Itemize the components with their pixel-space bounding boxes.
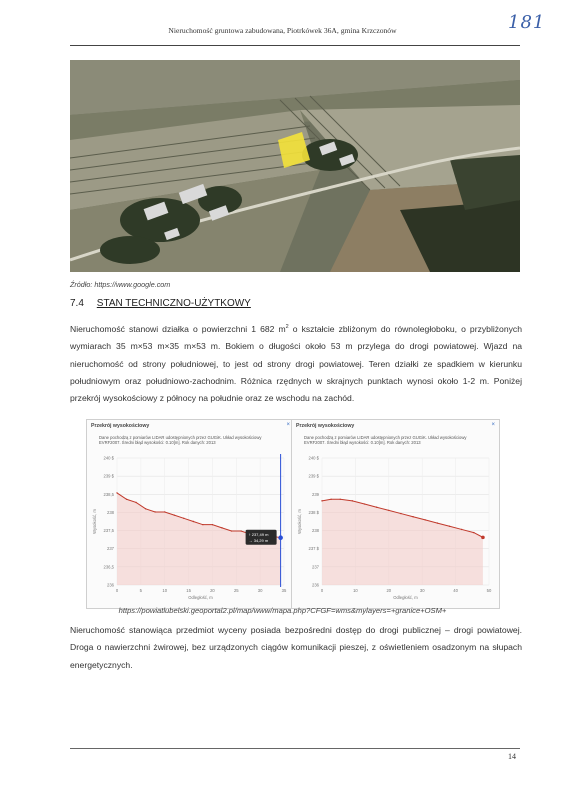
panel-title: Przekrój wysokościowy (296, 423, 355, 429)
profile-point (364, 503, 365, 504)
section-title: STAN TECHNICZNO-UŻYTKOWY (96, 298, 251, 309)
close-icon[interactable]: × (491, 422, 495, 428)
aerial-photo (70, 60, 520, 272)
profile-point (376, 507, 377, 508)
profile-point (135, 502, 136, 503)
y-axis-label: Wysokość, m (297, 509, 302, 534)
profile-point (183, 518, 184, 519)
y-tick-label: 237 (107, 546, 114, 552)
y-tick-label: 237 (312, 564, 319, 570)
y-tick-label: 237,5 (103, 528, 114, 534)
x-tick-label: 35 (281, 588, 287, 593)
superscript-2: 2 (285, 324, 289, 331)
x-tick-label: 30 (419, 588, 425, 593)
x-tick-label: 20 (386, 588, 392, 593)
y-tick-label: 239 $ (308, 473, 319, 479)
profile-point (116, 492, 117, 493)
section-heading (70, 298, 251, 309)
y-tick-label: 238 (107, 509, 114, 515)
y-tick-label: 238 (312, 528, 319, 534)
photo-source: Źródło: https://www.google.com (70, 280, 171, 289)
profile-point (437, 522, 438, 523)
profile-point (330, 499, 331, 500)
profile-end-marker (481, 536, 485, 540)
x-tick-label: 25 (233, 588, 239, 593)
profile-point (449, 526, 450, 527)
y-tick-label: 239 (312, 491, 319, 497)
paragraph-terrain-part1: Nieruchomość stanowi działka o powierzchni 1 682 m (70, 324, 286, 334)
handwritten-page-number: 181 (508, 12, 546, 33)
y-tick-label: 240 $ (308, 455, 319, 461)
x-tick-label: 0 (115, 588, 119, 593)
aerial-photo-image (70, 60, 520, 272)
profile-panel-north-south (86, 419, 295, 609)
panel-note: Dane pochodzą z pomiarów LIDAR udostępnionych przez GUGiK. Układ wysokościowy EVRF2007. Średni błąd wysokości: 0.10[m]. Rok danych: 2013 (304, 435, 467, 446)
profile-point (193, 521, 194, 522)
profile-point (126, 499, 127, 500)
header-divider (70, 45, 520, 46)
profile-point (164, 511, 165, 512)
tooltip-distance: → 34,29 m (248, 538, 269, 544)
y-tick-label: 236 (107, 582, 114, 588)
x-tick-label: 0 (320, 588, 324, 593)
profile-panel-east-west (291, 419, 500, 609)
profile-point (231, 530, 232, 531)
close-icon[interactable]: × (286, 422, 290, 428)
paragraph-terrain (70, 321, 522, 407)
profile-point (461, 529, 462, 530)
y-tick-label: 236 (312, 582, 319, 588)
profile-chart-2 (292, 420, 499, 608)
x-tick-label: 10 (162, 588, 168, 593)
elevation-profiles (86, 419, 498, 607)
y-tick-label: 237 $ (308, 546, 319, 552)
profile-point (473, 532, 474, 533)
profile-point (154, 511, 155, 512)
footer-divider (70, 748, 520, 749)
profile-point (202, 524, 203, 525)
x-axis-label: Odległość, m (188, 595, 213, 600)
profile-chart-1 (87, 420, 294, 608)
x-tick-label: 5 (139, 588, 143, 593)
profile-point (240, 530, 241, 531)
profile-point (425, 519, 426, 520)
map-source-caption: https://powiatlubelski.geoportal2.pl/map/www/mapa.php?CFGF=wms&mylayers=+granice+OSM+ (118, 606, 447, 615)
panel-note: Dane pochodzą z pomiarów LIDAR udostępnionych przez GUGiK. Układ wysokościowy EVRF2007. Średni błąd wysokości: 0.10[m]. Rok danych: 2013 (99, 435, 262, 446)
profile-point (321, 500, 322, 501)
paragraph-terrain-part2: o kształcie zbliżonym do równoległoboku, o przybliżonych wymiarach 35 m×53 m×35 m×53 m. Bokiem o długości około 53 m przylega do drogi powiatowej. Wjazd na nieruchomość od strony południowej, to jest od strony drogi powiatowej. Teren działki ze spadkiem w kierunku południowym oraz południowo-zachodnim. Różnica rzędnych w skrajnych punktach wynosi około 1-2 m. Poniżej przekrój wysokościowy z północy na południe oraz ze wschodu na zachód. (70, 324, 522, 404)
x-tick-label: 40 (453, 588, 458, 593)
tooltip-height: ↑ 237,49 m (248, 532, 269, 538)
profile-point (221, 527, 222, 528)
profile-point (400, 513, 401, 514)
profile-point (340, 499, 341, 500)
page-header: Nieruchomość gruntowa zabudowana, Piotrkówek 36A, gmina Krzczonów (168, 26, 397, 35)
y-axis-label: Wysokość, m (92, 509, 97, 534)
profile-point (174, 514, 175, 515)
y-tick-label: 238 $ (308, 509, 319, 515)
x-tick-label: 15 (186, 588, 191, 593)
panel-title: Przekrój wysokościowy (91, 423, 150, 429)
y-tick-label: 236,5 (103, 564, 114, 570)
cursor-dot (278, 535, 283, 540)
section-number: 7.4 (70, 298, 84, 309)
x-axis-label: Odległość, m (393, 595, 418, 600)
y-tick-label: 239 $ (103, 473, 114, 479)
profile-point (412, 516, 413, 517)
x-tick-label: 50 (486, 588, 492, 593)
x-tick-label: 20 (210, 588, 215, 593)
x-tick-label: 30 (257, 588, 263, 593)
paragraph-access: Nieruchomość stanowiąca przedmiot wyceny posiada bezpośredni dostęp do drogi publicznej – drogi powiatowej. Droga o nawierzchni żwirowej, bez urządzonych ciągów komunikacji pieszej, z oświetleniem osadzonym na słupach energetycznych. (70, 625, 522, 670)
profile-point (145, 508, 146, 509)
x-tick-label: 10 (353, 588, 358, 593)
y-tick-label: 240 $ (103, 455, 114, 461)
profile-point (212, 524, 213, 525)
profile-point (388, 510, 389, 511)
y-tick-label: 238,5 (103, 491, 114, 497)
profile-point (352, 500, 353, 501)
page-number: 14 (508, 752, 516, 761)
